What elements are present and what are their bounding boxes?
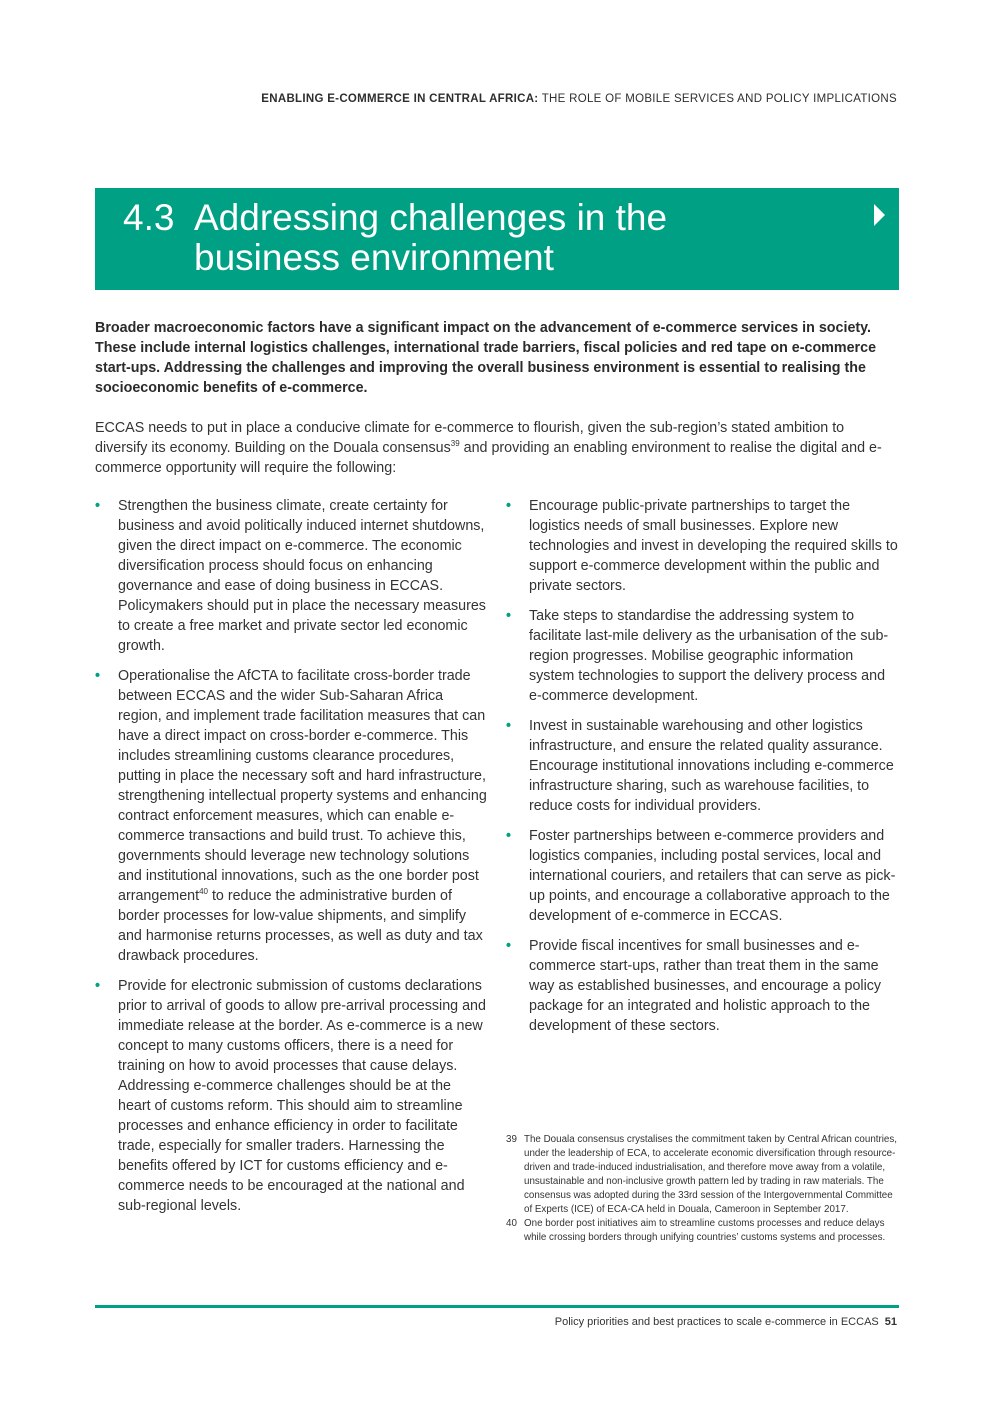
- chevron-right-icon: [874, 204, 885, 226]
- list-item-text: Take steps to standardise the addressing system to facilitate last-mile delivery as the urbanisation of the sub-region progresses. Mobilise geographic information system technologies to support the delivery process and e-commerce development.: [529, 608, 889, 704]
- section-number: 4.3: [123, 197, 175, 238]
- bullet-icon: •: [506, 608, 512, 624]
- list-item-text: Strengthen the business climate, create certainty for business and avoid politically induced internet shutdowns, given the direct impact on e-commerce. The economic diversification process should focus on enhancing governance and ease of doing business in ECCAS. Policymakers should put in place the necessary measures to create a free market and private sector led economic growth.: [118, 498, 486, 654]
- left-bullet-list: [95, 496, 487, 1216]
- section-title: Addressing challenges in the business environment: [194, 197, 668, 278]
- footnote-ref-39: 39: [450, 439, 460, 448]
- list-item-text: Encourage public-private partnerships to target the logistics needs of small businesses. Explore new technologies and invest in developing the required skills to support e-commerce development within the public and private sectors.: [529, 498, 898, 594]
- list-item: [506, 936, 898, 1036]
- footnote-text: One border post initiatives aim to streamline customs processes and reduce delays while crossing borders through unifying countries’ customs systems and processes.: [524, 1218, 886, 1243]
- lead-paragraph: Broader macroeconomic factors have a significant impact on the advancement of e-commerce services in society. These include internal logistics challenges, international trade barriers, fiscal policies and red tape on e-commerce start-ups. Addressing the challenges and improving the overall business environment is essential to realising the socioeconomic benefits of e-commerce.: [95, 320, 877, 396]
- list-item-text-continued: to reduce the administrative burden of border processes for low-value shipments, and simplify and harmonise returns processes, as well as duty and tax drawback procedures.: [118, 888, 483, 964]
- list-item-text: Invest in sustainable warehousing and other logistics infrastructure, and ensure the related quality assurance. Encourage institutional innovations including e-commerce infrastructure sharing, such as warehouse facilities, to reduce costs for individual providers.: [529, 718, 894, 814]
- footnotes: [506, 1133, 898, 1245]
- bullet-icon: •: [506, 828, 512, 844]
- running-header-rest: THE ROLE OF MOBILE SERVICES AND POLICY IMPLICATIONS: [538, 93, 897, 105]
- intro-text-end: and providing an enabling environment to realise the digital and e-commerce opportunity will require the following:: [95, 440, 882, 476]
- list-item-text: Provide for electronic submission of customs declarations prior to arrival of goods to allow pre-arrival processing and immediate release at the border. As e-commerce is a new concept to many customs officers, there is a need for training on how to avoid processes that cause delays. Addressing e-commerce challenges should be at the heart of customs reform. This should aim to streamline processes and enhance efficiency in order to facilitate trade, especially for smaller traders. Harnessing the benefits offered by ICT for customs efficiency and e-commerce needs to be encouraged at the national and sub-regional levels.: [118, 978, 486, 1214]
- page-footer: [555, 1316, 897, 1328]
- list-item: [506, 716, 898, 816]
- bullet-icon: •: [506, 498, 512, 514]
- right-column: [506, 496, 898, 1046]
- running-header-bold: ENABLING E-COMMERCE IN CENTRAL AFRICA:: [261, 93, 539, 105]
- list-item-text: Foster partnerships between e-commerce providers and logistics companies, including postal services, local and international couriers, and retailers that can serve as pick-up points, and encourage a collaborative approach to the development of e-commerce in ECCAS.: [529, 828, 896, 924]
- bullet-icon: •: [506, 718, 512, 734]
- footer-text: Policy priorities and best practices to scale e-commerce in ECCAS: [554, 1316, 879, 1328]
- footnote-ref-40: 40: [199, 887, 208, 896]
- list-item: [506, 606, 898, 706]
- intro-paragraph: [95, 418, 895, 478]
- page-number: 51: [884, 1316, 897, 1328]
- bullet-icon: •: [506, 938, 512, 954]
- list-item: [95, 976, 487, 1216]
- right-bullet-list: [506, 496, 898, 1036]
- footnote-number: 40: [506, 1218, 517, 1229]
- list-item: [95, 666, 487, 966]
- bullet-icon: •: [95, 668, 101, 684]
- section-banner: [95, 188, 899, 290]
- list-item: [506, 826, 898, 926]
- list-item: [506, 496, 898, 596]
- intro-text-start: ECCAS needs to put in place a conducive climate for e-commerce to flourish, given the sub-region’s stated ambition to diversify its economy. Building on the Douala consensus: [95, 420, 845, 456]
- footnote-text: The Douala consensus crystalises the commitment taken by Central African countries, under the leadership of ECA, to accelerate economic diversification through resource-driven and trade-induced industrialisation, and therefore move away from a volatile, unsustainable and non-inclusive growth pattern led by trading in raw materials. The consensus was adopted during the 33rd session of the Intergovernmental Committee of Experts (ICE) of ECA-CA held in Douala, Cameroon in September 2017.: [524, 1134, 897, 1215]
- footnote-39: [506, 1133, 898, 1217]
- left-column: [95, 496, 487, 1226]
- list-item-text: Provide fiscal incentives for small businesses and e-commerce start-ups, rather than treat them in the same way as established businesses, and encourage a policy package for an integrated and holistic approach to the development of these sectors.: [529, 938, 882, 1034]
- list-item: [95, 496, 487, 656]
- list-item-text: Operationalise the AfCTA to facilitate cross-border trade between ECCAS and the wider Sub-Saharan Africa region, and implement trade facilitation measures that can have a direct impact on cross-border e-commerce. This includes streamlining customs clearance procedures, putting in place the necessary soft and hard infrastructure, strengthening intellectual property systems and enhancing contract enforcement measures, which can enable e-commerce transactions and build trust. To achieve this, governments should leverage new technology solutions and institutional innovations, such as the one border post arrangement: [118, 668, 487, 904]
- bullet-icon: •: [95, 978, 101, 994]
- running-header: [261, 93, 897, 105]
- footnote-number: 39: [506, 1134, 517, 1145]
- footer-divider: [95, 1305, 899, 1308]
- footnote-40: [506, 1217, 898, 1245]
- bullet-icon: •: [95, 498, 101, 514]
